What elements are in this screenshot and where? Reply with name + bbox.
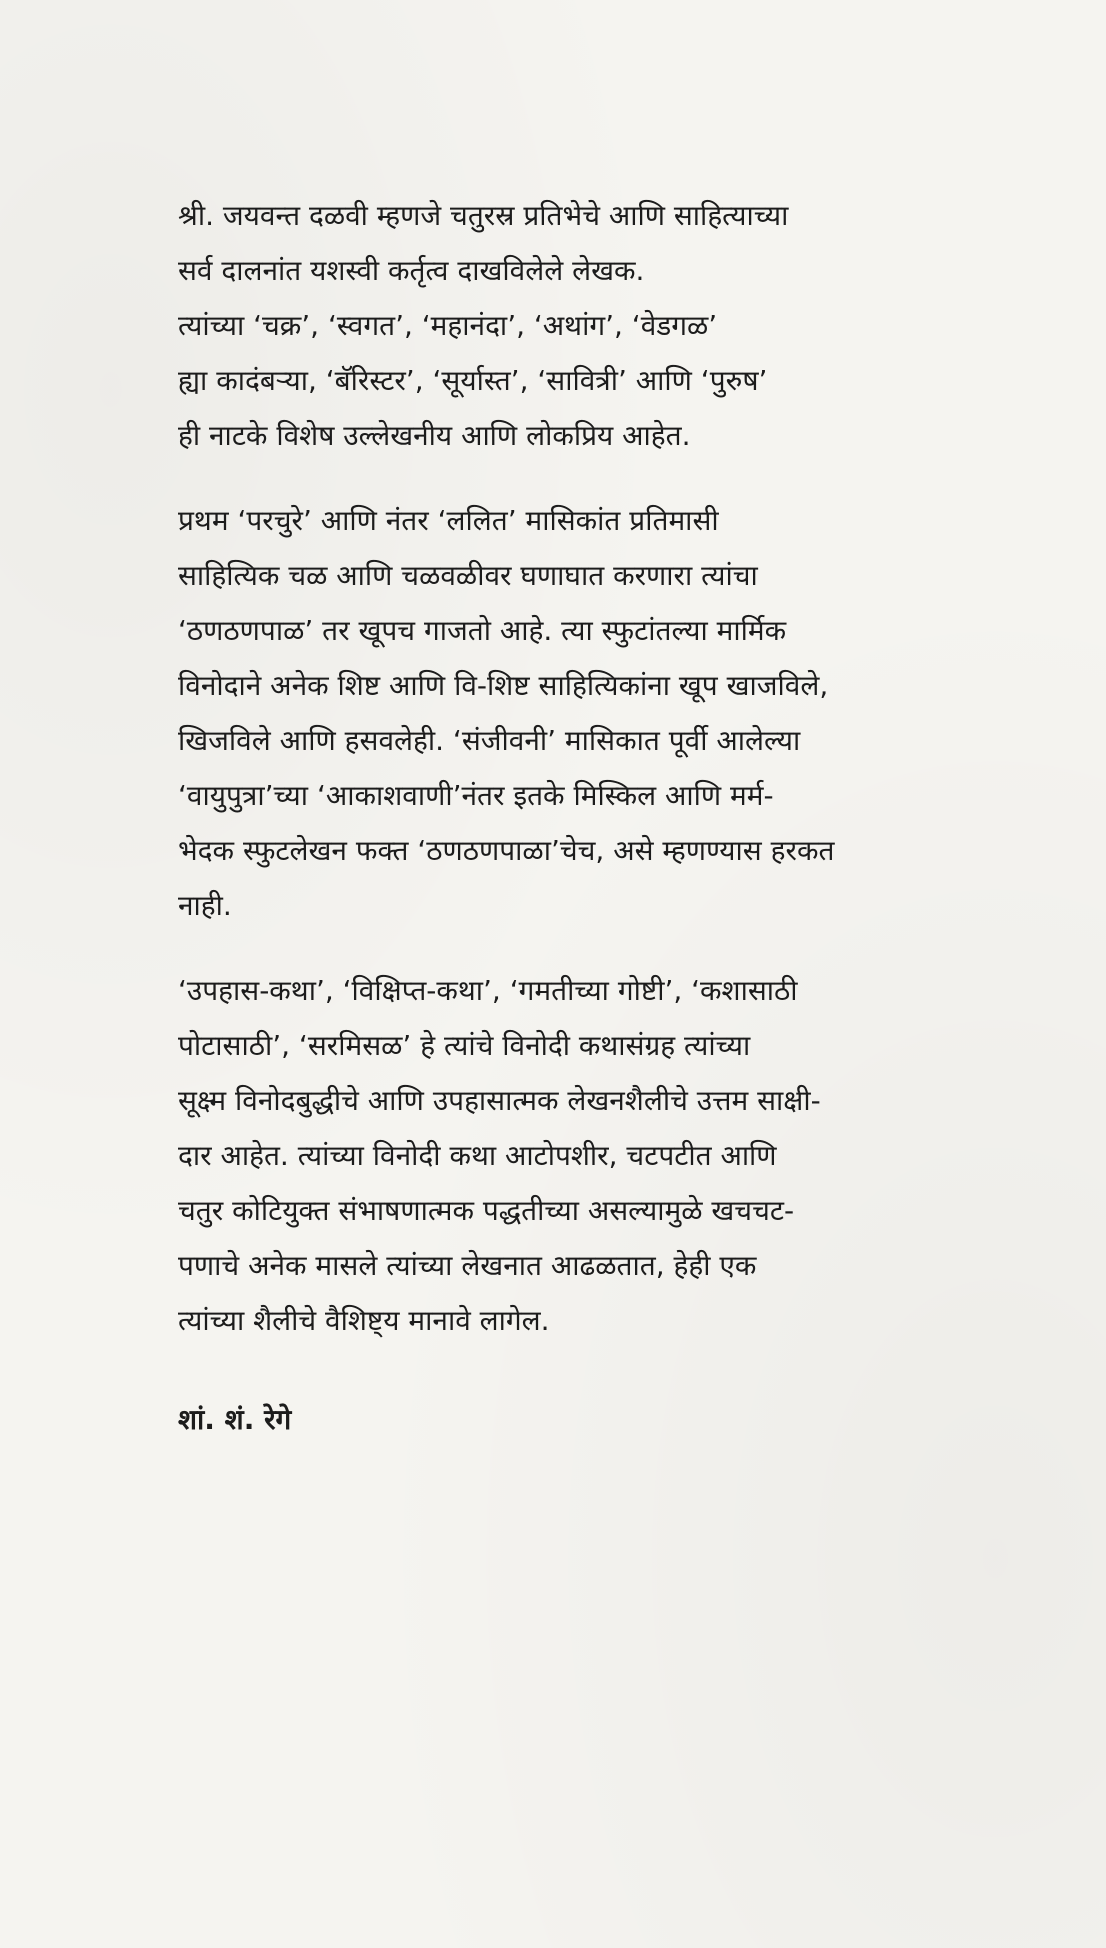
- text-line: नाही.: [178, 889, 232, 922]
- text-line: ‘वायुपुत्रा’च्या ‘आकाशवाणी’नंतर इतके मिस्किल आणि मर्म-: [178, 779, 774, 812]
- text-line: ही नाटके विशेष उल्लेखनीय आणि लोकप्रिय आहेत.: [178, 419, 691, 452]
- text-line: सर्व दालनांत यशस्वी कर्तृत्व दाखविलेले लेखक.: [178, 254, 645, 287]
- text-line: खिजविले आणि हसवलेही. ‘संजीवनी’ मासिकात पूर्वी आलेल्या: [178, 724, 801, 757]
- text-line: भेदक स्फुटलेखन फक्त ‘ठणठणपाळा’चेच, असे म्हणण्यास हरकत: [178, 834, 835, 867]
- text-line: पोटासाठी’, ‘सरमिसळ’ हे त्यांचे विनोदी कथासंग्रह त्यांच्या: [178, 1029, 751, 1062]
- paragraph-1: [178, 188, 958, 463]
- text-line: ‘ठणठणपाळ’ तर खूपच गाजतो आहे. त्या स्फुटांतल्या मार्मिक: [178, 614, 787, 647]
- text-line: दार आहेत. त्यांच्या विनोदी कथा आटोपशीर, चटपटीत आणि: [178, 1139, 777, 1172]
- text-line: श्री. जयवन्त दळवी म्हणजे चतुरस्र प्रतिभेचे आणि साहित्याच्या: [178, 199, 789, 232]
- paragraph-3: [178, 963, 958, 1348]
- text-line: सूक्ष्म विनोदबुद्धीचे आणि उपहासात्मक लेखनशैलीचे उत्तम साक्षी-: [178, 1084, 821, 1117]
- text-line: साहित्यिक चळ आणि चळवळीवर घणाघात करणारा त्यांचा: [178, 559, 758, 592]
- text-line: प्रथम ‘परचुरे’ आणि नंतर ‘ललित’ मासिकांत प्रतिमासी: [178, 504, 719, 537]
- text-line: त्यांच्या शैलीचे वैशिष्ट्य मानावे लागेल.: [178, 1304, 550, 1337]
- text-line: ह्या कादंबऱ्या, ‘बॅरिस्टर’, ‘सूर्यास्त’, ‘सावित्री’ आणि ‘पुरुष’: [178, 364, 768, 397]
- blurb-text: [178, 188, 958, 1378]
- text-line: चतुर कोटियुक्त संभाषणात्मक पद्धतीच्या असल्यामुळे खचचट-: [178, 1194, 795, 1227]
- text-line: ‘उपहास-कथा’, ‘विक्षिप्त-कथा’, ‘गमतीच्या गोष्टी’, ‘कशासाठी: [178, 974, 798, 1007]
- paragraph-2: [178, 493, 958, 933]
- text-line: त्यांच्या ‘चक्र’, ‘स्वगत’, ‘महानंदा’, ‘अथांग’, ‘वेडगळ’: [178, 309, 718, 342]
- text-line: पणाचे अनेक मासले त्यांच्या लेखनात आढळतात, हेही एक: [178, 1249, 757, 1282]
- author-signature: शां. शं. रेगे: [178, 1403, 292, 1436]
- text-line: विनोदाने अनेक शिष्ट आणि वि-शिष्ट साहित्यिकांना खूप खाजविले,: [178, 669, 829, 702]
